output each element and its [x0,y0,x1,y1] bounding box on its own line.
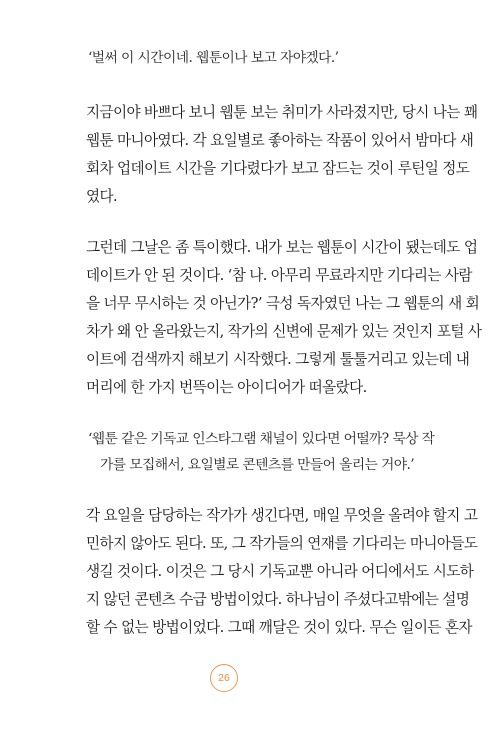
paragraph-line: 웹툰 마니아였다. 각 요일별로 좋아하는 작품이 있어서 밤마다 새 [86,132,474,149]
paragraph-line: 할 수 없는 방법이었다. 그때 깨달은 것이 있다. 무슨 일이든 혼자 [86,619,472,636]
paragraph-line: 각 요일을 담당하는 작가가 생긴다면, 매일 무엇을 올려야 할지 고 [86,507,478,524]
paragraph-line: 생길 것이다. 이것은 그 당시 기독교뿐 아니라 어디에서도 시도하 [86,563,474,580]
paragraph-line: 회차 업데이트 시간을 기다렸다가 보고 잠드는 것이 루틴일 정도 [86,160,470,177]
paragraph-line: 이트에 검색까지 해보기 시작했다. 그렇게 툴툴거리고 있는데 내 [86,351,470,368]
paragraph-line: 민하지 않아도 된다. 또, 그 작가들의 연재를 기다리는 마니아들도 [86,535,478,552]
paragraph-line: 머리에 한 가지 번뜩이는 아이디어가 떠올랐다. [86,379,367,396]
paragraph-line: 데이트가 안 된 것이다. ‘참 나. 아무리 무료라지만 기다리는 사람 [86,267,472,284]
paragraph-line: 그런데 그날은 좀 특이했다. 내가 보는 웹툰이 시간이 됐는데도 업 [86,239,478,256]
quote-line: ‘웹툰 같은 기독교 인스타그램 채널이 있다면 어떨까? 묵상 작 [88,431,435,447]
quote-line: ‘벌써 이 시간이네. 웹툰이나 보고 자야겠다.’ [88,50,339,66]
paragraph-line: 지금이야 바쁘다 보니 웹툰 보는 취미가 사라졌지만, 당시 나는 꽤 [86,104,478,121]
quote-line: 가를 모집해서, 요일별로 콘텐츠를 만들어 올리는 거야.’ [100,457,415,473]
paragraph-line: 을 너무 무시하는 것 아닌가?’ 극성 독자였던 나는 그 웹툰의 새 회 [86,295,480,312]
paragraph-line: 지 않던 콘텐츠 수급 방법이었다. 하나님이 주셨다고밖에는 설명 [86,591,470,608]
paragraph-line: 차가 왜 안 올라왔는지, 작가의 신변에 문제가 있는 것인지 포털 사 [86,323,482,340]
paragraph-line: 였다. [86,188,118,205]
page-number: 26 [210,664,238,692]
